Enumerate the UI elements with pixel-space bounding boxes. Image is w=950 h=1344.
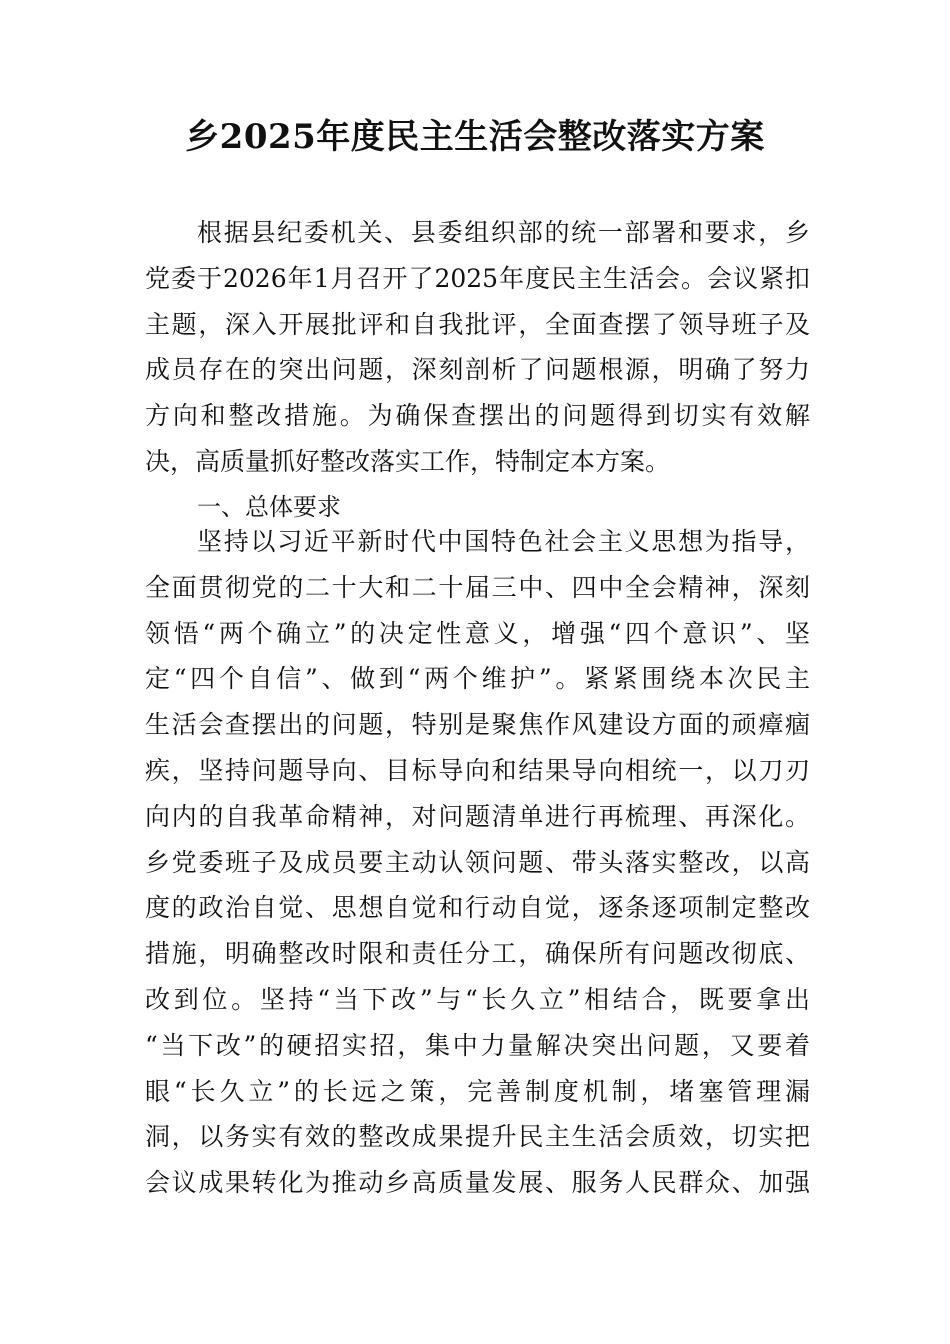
paragraph-line: 疾，坚持问题导向、目标导向和结果导向相统一，以刀刃 [145,755,810,785]
paragraph-line: 党委于2026年1月召开了2025年度民主生活会。会议紧扣 [145,263,810,293]
document-title: 乡2025年度民主生活会整改落实方案 [185,117,765,157]
paragraph-line: 定“四个自信”、做到“两个维护”。紧紧围绕本次民主 [145,664,810,694]
paragraph-line: 领悟“两个确立”的决定性意义，增强“四个意识”、坚 [145,618,810,648]
section1-paragraph [145,519,810,1206]
paragraph-line: 改到位。坚持“当下改”与“长久立”相结合，既要拿出 [145,984,810,1014]
paragraph-line: 向内的自我革命精神，对问题清单进行再梳理、再深化。 [145,801,810,831]
paragraph-line: 根据县纪委机关、县委组织部的统一部署和要求，乡 [197,218,810,247]
paragraph-line: 洞，以务实有效的整改成果提升民主生活会质效，切实把 [145,1122,810,1152]
paragraph-line: 坚持以习近平新时代中国特色社会主义思想为指导， [197,527,810,556]
paragraph-line: 眼“长久立”的长远之策，完善制度机制，堵塞管理漏 [145,1076,810,1106]
paragraph-line: 度的政治自觉、思想自觉和行动自觉，逐条逐项制定整改 [145,893,810,923]
paragraph-line: 全面贯彻党的二十大和二十届三中、四中全会精神，深刻 [145,572,810,602]
paragraph-line: 决，高质量抓好整改落实工作，特制定本方案。 [145,446,671,476]
section-heading: 一、总体要求 [197,492,341,521]
paragraph-line: 会议成果转化为推动乡高质量发展、服务人民群众、加强 [145,1168,810,1198]
paragraph-line: 主题，深入开展批评和自我批评，全面查摆了领导班子及 [145,309,810,339]
paragraph-line: 成员存在的突出问题，深刻剖析了问题根源，明确了努力 [145,355,810,385]
paragraph-line: 方向和整改措施。为确保查摆出的问题得到切实有效解 [145,401,810,431]
paragraph-line: 乡党委班子及成员要主动认领问题、带头落实整改，以高 [145,847,810,877]
paragraph-line: 生活会查摆出的问题，特别是聚焦作风建设方面的顽瘴痼 [145,710,810,740]
paragraph-line: “当下改”的硬招实招，集中力量解决突出问题，又要着 [145,1030,810,1060]
paragraph-line: 措施，明确整改时限和责任分工，确保所有问题改彻底、 [145,939,810,969]
intro-paragraph [145,210,810,531]
